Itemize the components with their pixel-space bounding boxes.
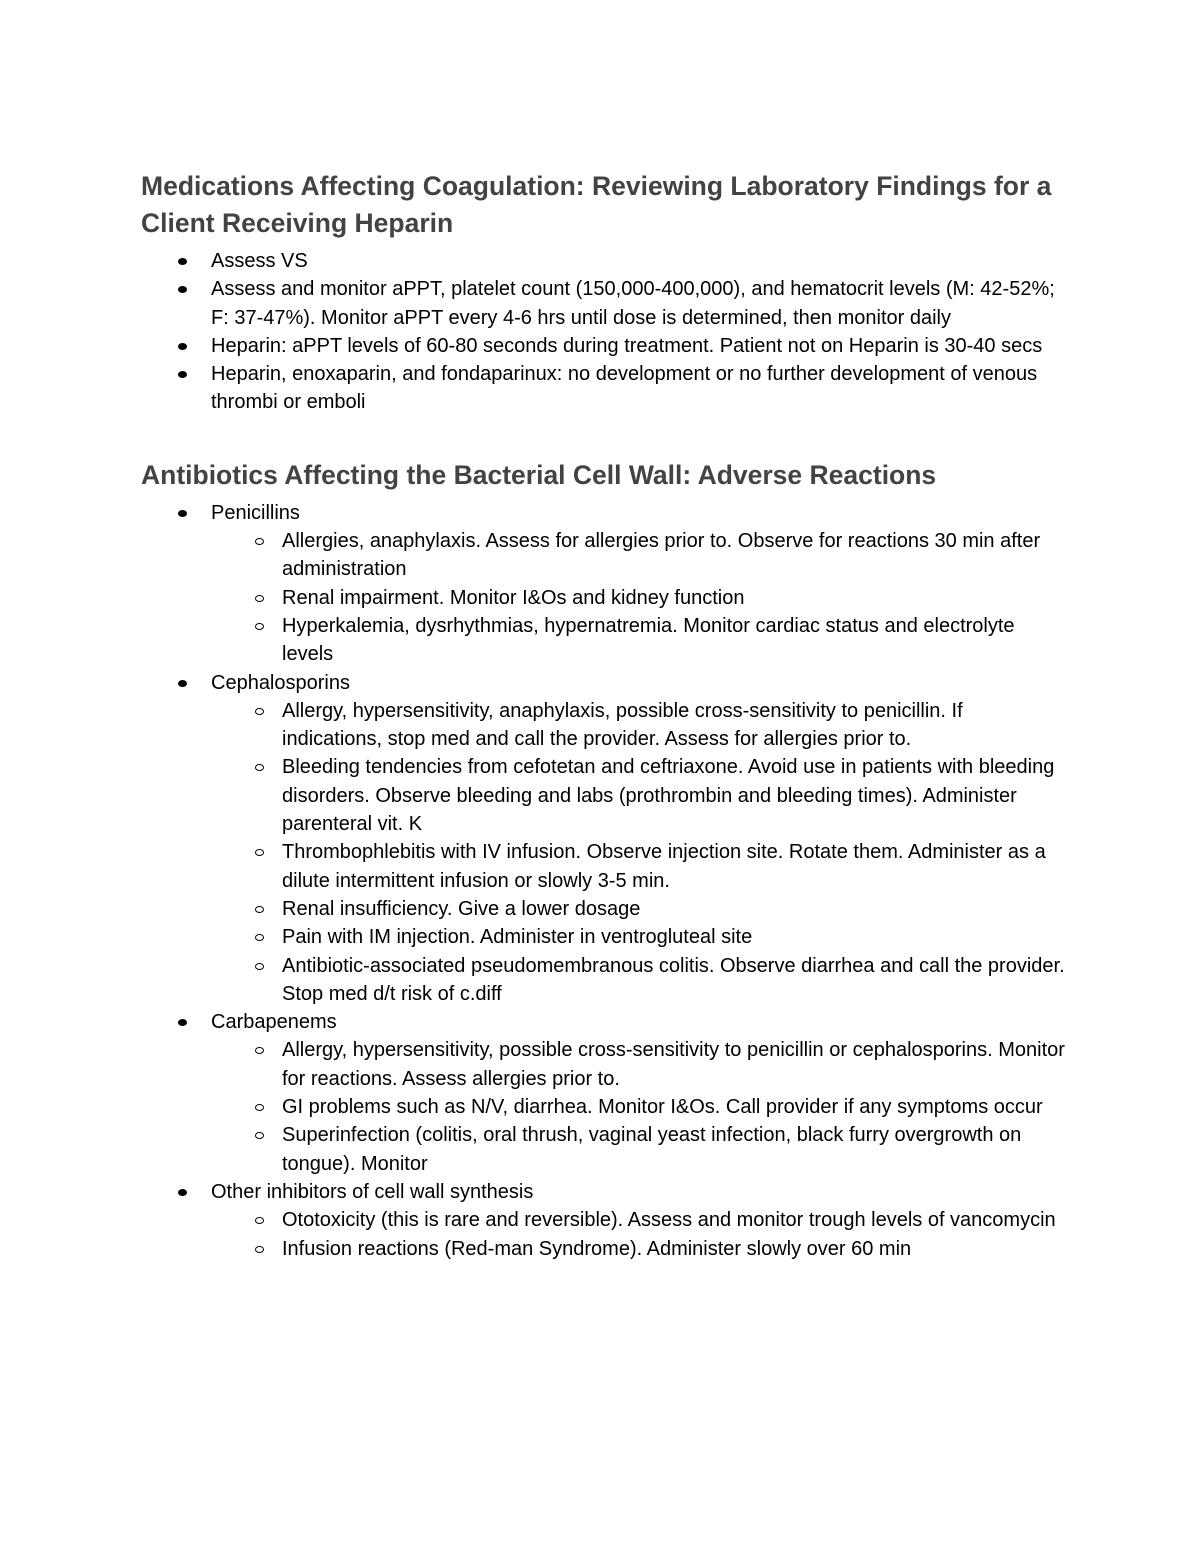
bullet-icon [178,371,187,378]
sub-list-item [141,1093,1066,1121]
sub-list-item-text: Ototoxicity (this is rare and reversible). Assess and monitor trough levels of vancomycin [282,1209,1056,1232]
list-item-text: Assess and monitor aPPT, platelet count (150,000-400,000), and hematocrit levels (M: 42-52%; F: 37-47%). Monitor aPPT every 4-6 hrs until dose is determined, then monitor daily [211,278,1055,329]
hollow-bullet-icon [255,1217,264,1224]
sub-list-item-text: Bleeding tendencies from cefotetan and ceftriaxone. Avoid use in patients with bleeding disorders. Observe bleeding and labs (prothrombin and bleeding times). Administer parenteral vit. K [282,756,1055,836]
sub-bullet-list [141,697,1066,1008]
list-item [141,499,1066,669]
sub-bullet-list [141,527,1066,668]
bullet-list [141,499,1066,1263]
bullet-icon [178,510,187,517]
sub-list-item-text: Infusion reactions (Red-man Syndrome). Administer slowly over 60 min [282,1237,912,1260]
section-heading: Antibiotics Affecting the Bacterial Cell Wall: Adverse Reactions [141,459,937,490]
sub-list-item-text: Pain with IM injection. Administer in ventrogluteal site [282,926,753,949]
bullet-icon [178,258,187,265]
bullet-list [141,247,1066,417]
sub-bullet-list [141,1036,1066,1177]
sub-list-item-text: Thrombophlebitis with IV infusion. Observe injection site. Rotate them. Administer as a dilute intermittent infusion or slowly 3-5 min. [282,841,1046,892]
list-item-text: Cephalosporins [211,671,350,694]
list-item-text: Carbapenems [211,1011,337,1034]
hollow-bullet-icon [255,849,264,856]
hollow-bullet-icon [255,1047,264,1054]
hollow-bullet-icon [255,934,264,941]
hollow-bullet-icon [255,538,264,545]
sub-list-item [141,584,1066,612]
list-item [141,275,1066,332]
hollow-bullet-icon [255,595,264,602]
sub-list-item [141,1235,1066,1263]
sub-list-item [141,895,1066,923]
list-item [141,669,1066,1009]
hollow-bullet-icon [255,1104,264,1111]
sub-list-item-text: Renal impairment. Monitor I&Os and kidney function [282,586,745,609]
sub-list-item-text: Antibiotic-associated pseudomembranous colitis. Observe diarrhea and call the provider. Stop med d/t risk of c.diff [282,954,1065,1005]
sub-list-item [141,527,1066,584]
sub-list-item-text: GI problems such as N/V, diarrhea. Monitor I&Os. Call provider if any symptoms occur [282,1096,1043,1119]
sub-list-item-text: Hyperkalemia, dysrhythmias, hypernatremia. Monitor cardiac status and electrolyte levels [282,614,1015,666]
section-heading: Medications Affecting Coagulation: Reviewing Laboratory Findings for a Client Receiving Heparin [141,171,1052,238]
sub-list-item-text: Renal insufficiency. Give a lower dosage [282,897,641,920]
sub-list-item [141,612,1066,669]
bullet-icon [178,680,187,687]
bullet-icon [178,343,187,350]
section [141,457,1066,1263]
sub-list-item [141,1036,1066,1093]
bullet-icon [178,1019,187,1026]
list-item [141,1178,1066,1263]
sub-list-item [141,952,1066,1009]
bullet-icon [178,286,187,293]
sub-list-item-text: Allergies, anaphylaxis. Assess for allergies prior to. Observe for reactions 30 min after administration [282,530,1041,581]
sub-list-item-text: Superinfection (colitis, oral thrush, vaginal yeast infection, black furry overgrowth on tongue). Monitor [282,1124,1022,1175]
sub-list-item [141,923,1066,951]
bullet-icon [178,1189,187,1196]
hollow-bullet-icon [255,963,264,970]
list-item-text: Assess VS [211,250,308,272]
sub-list-item [141,1206,1066,1234]
sub-list-item [141,753,1066,838]
list-item-text: Penicillins [211,501,300,524]
list-item-text: Heparin, enoxaparin, and fondaparinux: no development or no further development of venous thrombi or emboli [211,363,1038,414]
list-item [141,247,1066,275]
list-item [141,1008,1066,1178]
list-item-text: Other inhibitors of cell wall synthesis [211,1180,534,1203]
hollow-bullet-icon [255,906,264,913]
sub-bullet-list [141,1206,1066,1263]
hollow-bullet-icon [255,708,264,715]
hollow-bullet-icon [255,623,264,630]
list-item-text: Heparin: aPPT levels of 60-80 seconds during treatment. Patient not on Heparin is 30-40 secs [211,334,1043,357]
sub-list-item [141,838,1066,895]
hollow-bullet-icon [255,1246,264,1253]
document-page [141,168,1066,1303]
sub-list-item-text: Allergy, hypersensitivity, possible cross-sensitivity to penicillin or cephalosporins. Monitor for reactions. Assess allergies prior to. [282,1039,1065,1090]
sub-list-item [141,697,1066,754]
hollow-bullet-icon [255,764,264,771]
hollow-bullet-icon [255,1132,264,1139]
list-item [141,332,1066,360]
sub-list-item [141,1121,1066,1178]
section [141,168,1066,417]
sub-list-item-text: Allergy, hypersensitivity, anaphylaxis, possible cross-sensitivity to penicillin. If indications, stop med and call the provider. Assess for allergies prior to. [282,699,963,751]
list-item [141,360,1066,417]
